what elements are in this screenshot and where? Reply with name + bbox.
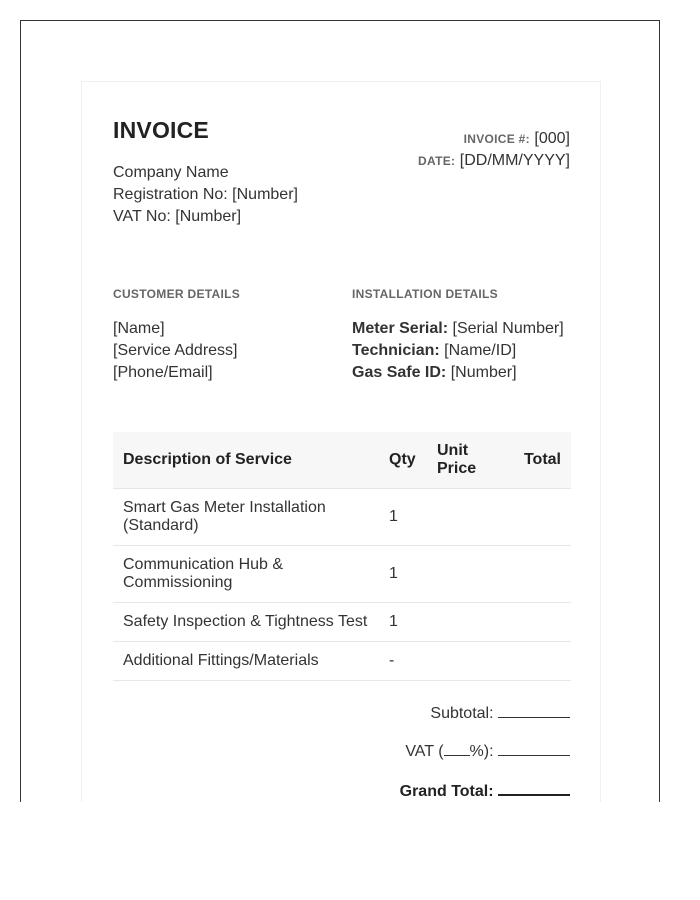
date-line bbox=[418, 150, 570, 172]
technician-label: Technician: bbox=[352, 342, 440, 359]
table-row bbox=[113, 603, 571, 642]
company-name: Company Name bbox=[113, 164, 229, 181]
row-total bbox=[505, 642, 571, 681]
row-unit-price bbox=[427, 603, 505, 642]
invoice-number-value: [000] bbox=[534, 130, 570, 147]
table-row bbox=[113, 546, 571, 603]
header-total: Total bbox=[505, 432, 571, 489]
row-description: Additional Fittings/Materials bbox=[113, 642, 381, 681]
grand-total-line bbox=[270, 780, 570, 801]
date-value: [DD/MM/YYYY] bbox=[459, 152, 570, 169]
table-row bbox=[113, 489, 571, 546]
gas-safe-line bbox=[352, 362, 564, 384]
installation-details bbox=[352, 318, 564, 384]
row-qty: 1 bbox=[381, 603, 427, 642]
subtotal-line bbox=[270, 703, 570, 723]
row-unit-price bbox=[427, 642, 505, 681]
header-unit-price: Unit Price bbox=[427, 432, 505, 489]
registration-number: Registration No: [Number] bbox=[113, 186, 298, 203]
vat-number: VAT No: [Number] bbox=[113, 208, 242, 225]
meter-serial-line bbox=[352, 318, 564, 340]
row-description: Communication Hub & Commissioning bbox=[113, 546, 381, 603]
vat-label-suffix: %): bbox=[469, 743, 494, 760]
vat-rate-blank bbox=[444, 741, 470, 756]
gas-safe-label: Gas Safe ID: bbox=[352, 364, 447, 381]
invoice-sheet bbox=[81, 81, 601, 802]
vat-line bbox=[270, 741, 570, 761]
header-qty: Qty bbox=[381, 432, 427, 489]
customer-details bbox=[113, 318, 238, 384]
gas-safe-value: [Number] bbox=[450, 364, 517, 381]
row-description: Smart Gas Meter Installation (Standard) bbox=[113, 489, 381, 546]
subtotal-blank bbox=[498, 703, 570, 718]
header-description: Description of Service bbox=[113, 432, 381, 489]
row-total bbox=[505, 489, 571, 546]
subtotal-label: Subtotal: bbox=[430, 705, 494, 722]
table-row bbox=[113, 642, 571, 681]
vat-label-prefix: VAT ( bbox=[405, 743, 444, 760]
table-header-row bbox=[113, 432, 571, 489]
invoice-title: INVOICE bbox=[113, 117, 209, 143]
row-unit-price bbox=[427, 546, 505, 603]
row-qty: - bbox=[381, 642, 427, 681]
meter-serial-value: [Serial Number] bbox=[452, 320, 564, 337]
customer-contact: [Phone/Email] bbox=[113, 364, 213, 381]
grand-total-label: Grand Total: bbox=[399, 783, 494, 800]
invoice-meta bbox=[418, 128, 570, 172]
vat-blank bbox=[498, 741, 570, 756]
date-label: DATE: bbox=[418, 154, 456, 168]
row-total bbox=[505, 603, 571, 642]
row-description: Safety Inspection & Tightness Test bbox=[113, 603, 381, 642]
company-block bbox=[113, 162, 298, 228]
technician-line bbox=[352, 340, 564, 362]
customer-details-heading: CUSTOMER DETAILS bbox=[113, 287, 241, 301]
row-qty: 1 bbox=[381, 489, 427, 546]
invoice-number-label: INVOICE #: bbox=[463, 132, 530, 146]
row-unit-price bbox=[427, 489, 505, 546]
meter-serial-label: Meter Serial: bbox=[352, 320, 449, 337]
row-qty: 1 bbox=[381, 546, 427, 603]
installation-details-heading: INSTALLATION DETAILS bbox=[352, 287, 498, 301]
page-frame bbox=[20, 20, 660, 802]
technician-value: [Name/ID] bbox=[444, 342, 517, 359]
services-table bbox=[113, 432, 571, 681]
row-total bbox=[505, 546, 571, 603]
customer-address: [Service Address] bbox=[113, 342, 238, 359]
customer-name: [Name] bbox=[113, 320, 165, 337]
grand-total-blank bbox=[498, 780, 570, 796]
invoice-number-line bbox=[418, 128, 570, 150]
